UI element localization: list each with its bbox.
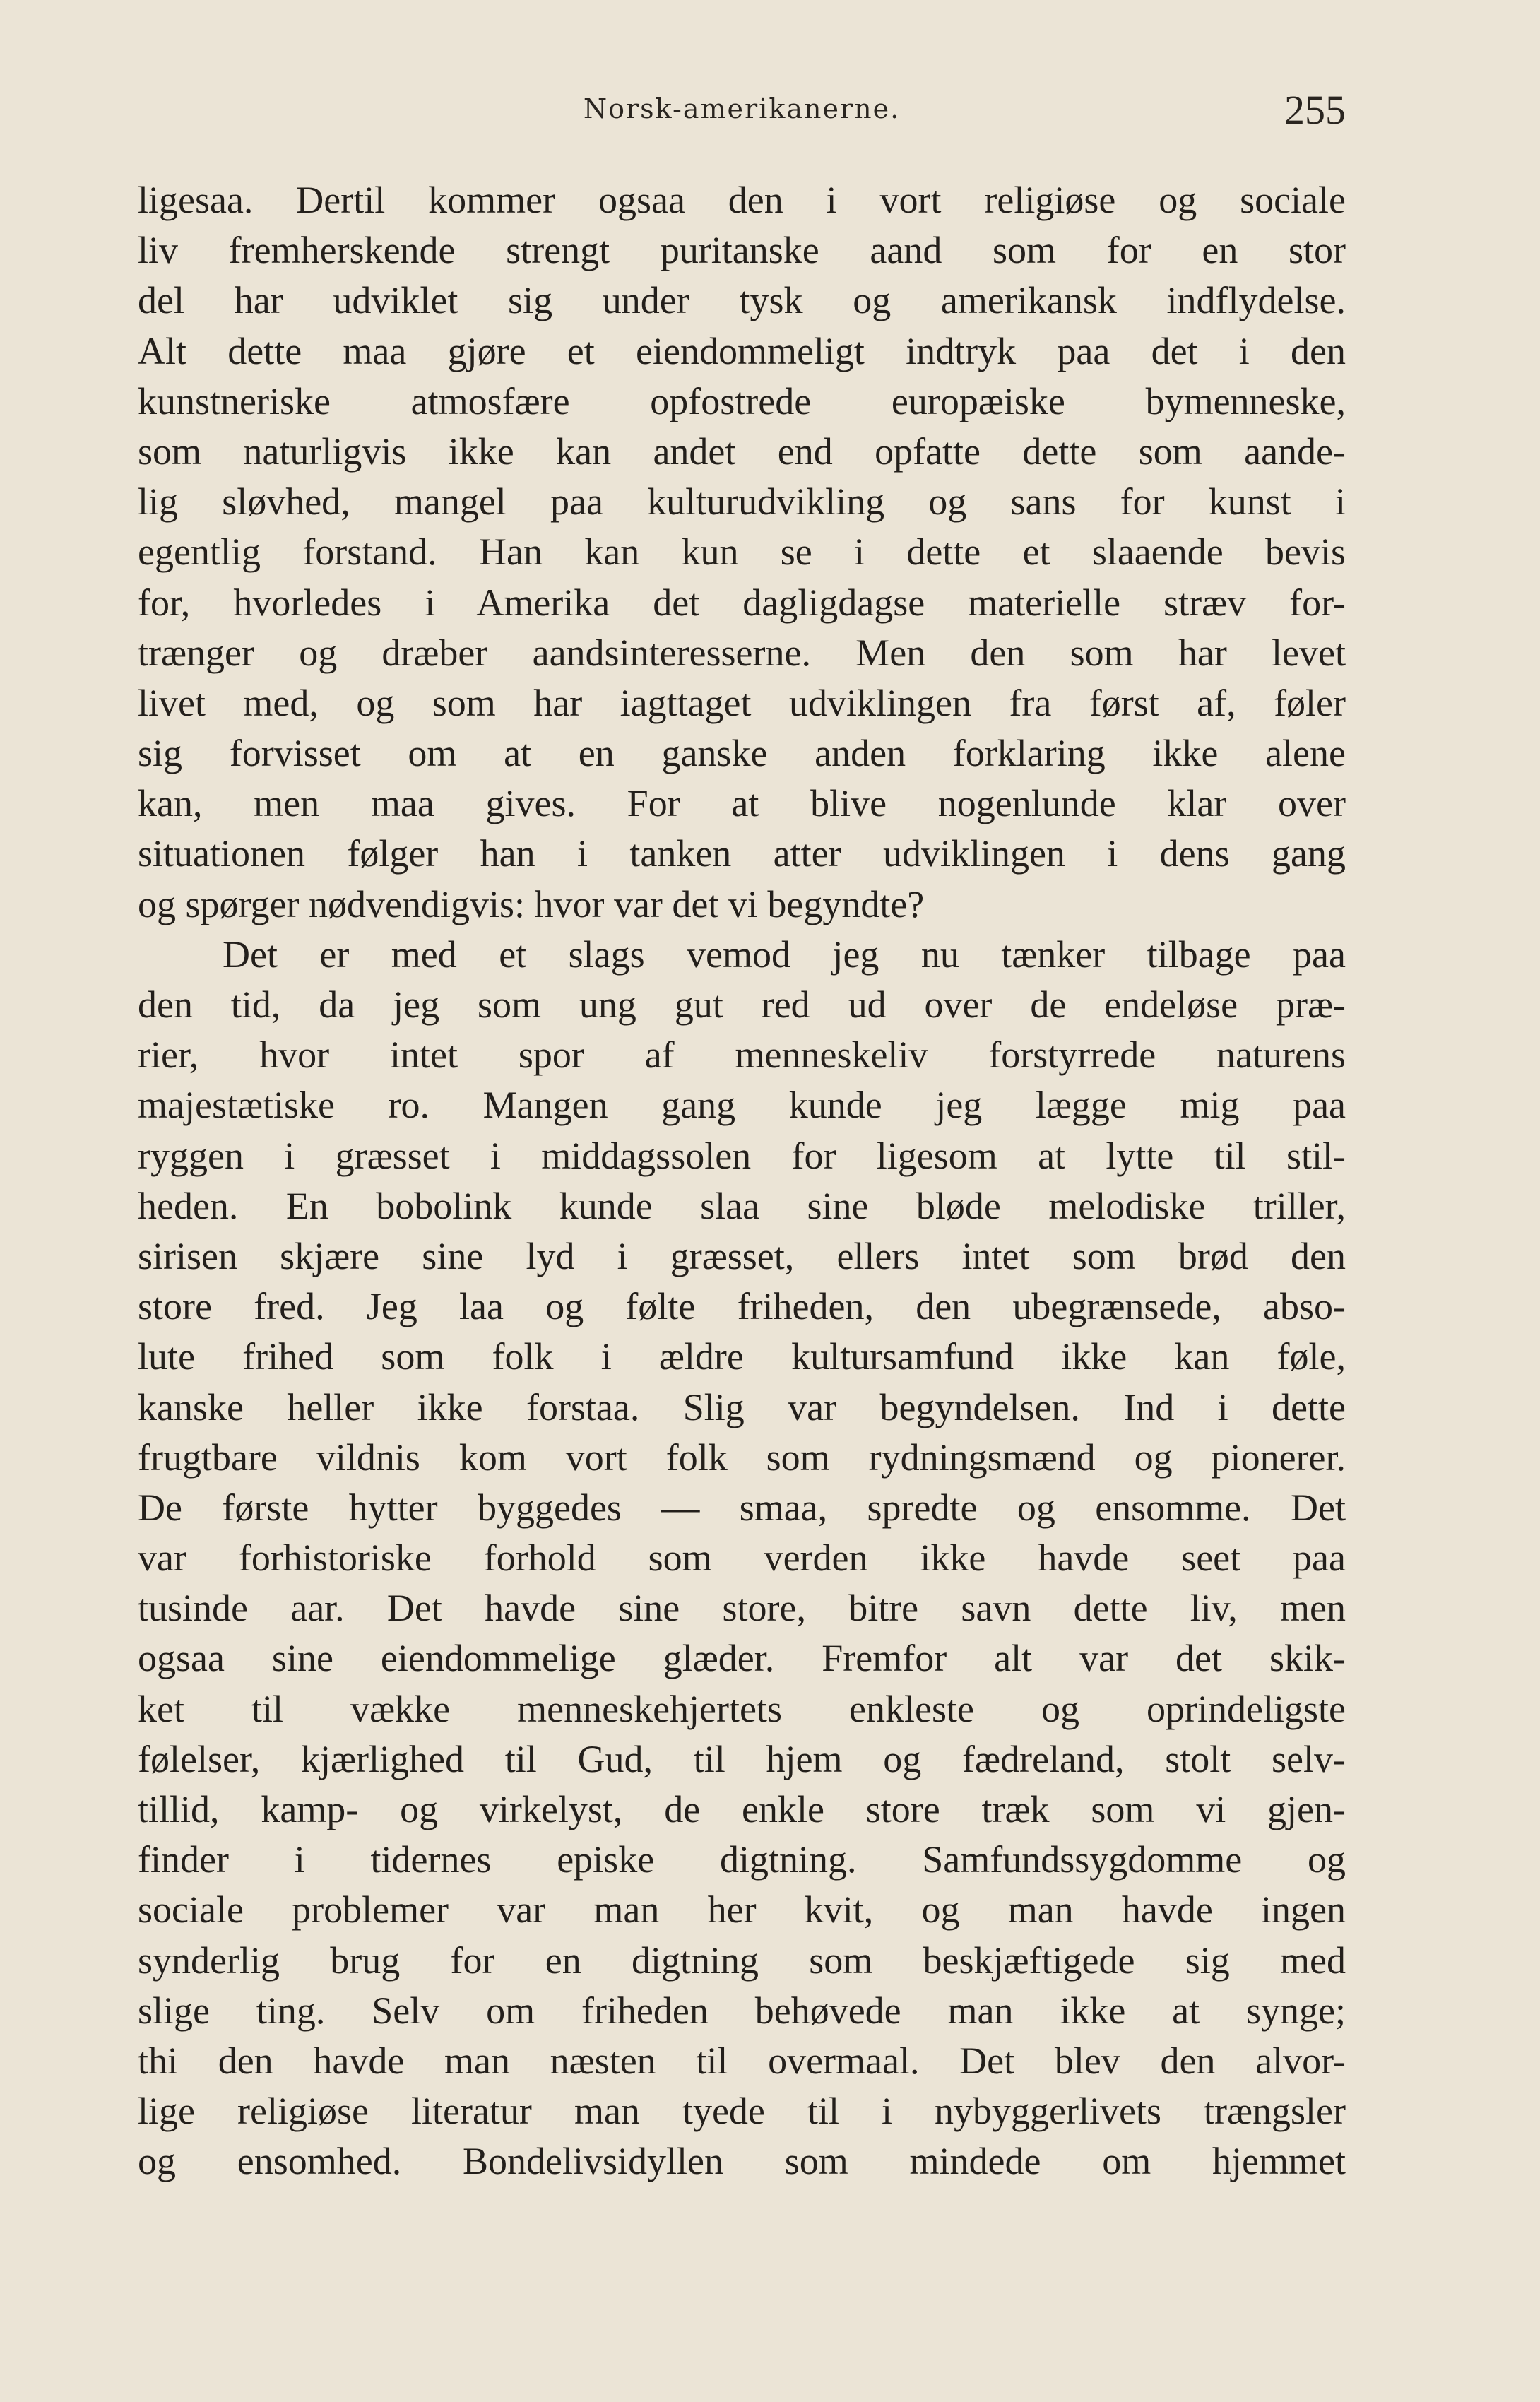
text-line: ligesaa. Dertil kommer ogsaa den i vort religiøse og sociale: [138, 179, 1346, 221]
text-line: trænger og dræber aandsinteresserne. Men den som har levet: [138, 631, 1346, 674]
text-line: kanske heller ikke forstaa. Slig var begyndelsen. Ind i dette: [138, 1385, 1346, 1428]
text-line: følelser, kjærlighed til Gud, til hjem og fædreland, stolt selv-: [138, 1737, 1346, 1780]
text-line: majestætiske ro. Mangen gang kunde jeg lægge mig paa: [138, 1084, 1346, 1127]
text-line: lute frihed som folk i ældre kultursamfund ikke kan føle,: [138, 1335, 1346, 1378]
running-title: Norsk-amerikanerne.: [583, 93, 901, 124]
text-line: var forhistoriske forhold som verden ikke havde seet paa: [138, 1537, 1346, 1580]
text-line: De første hytter byggedes — smaa, spredte og ensomme. Det: [138, 1486, 1346, 1529]
text-line: heden. En bobolink kunde slaa sine bløde melodiske triller,: [138, 1184, 1346, 1227]
text-line: kan, men maa gives. For at blive nogenlunde klar over: [138, 782, 1346, 825]
body-text: [138, 175, 1346, 2187]
text-line: ryggen i græsset i middagssolen for ligesom at lytte til stil-: [138, 1134, 1346, 1177]
text-line: sociale problemer var man her kvit, og man havde ingen: [138, 1888, 1346, 1931]
text-line: slige ting. Selv om friheden behøvede man ikke at synge;: [138, 1989, 1346, 2032]
text-line: ogsaa sine eiendommelige glæder. Fremfor alt var det skik-: [138, 1637, 1346, 1680]
text-line: Alt dette maa gjøre et eiendommeligt indtryk paa det i den: [138, 329, 1346, 372]
text-line: store fred. Jeg laa og følte friheden, den ubegrænsede, abso-: [138, 1285, 1346, 1328]
text-line: sirisen skjære sine lyd i græsset, ellers intet som brød den: [138, 1234, 1346, 1277]
text-line: tillid, kamp- og virkelyst, de enkle store træk som vi gjen-: [138, 1788, 1346, 1830]
running-header: [138, 86, 1346, 143]
text-line: egentlig forstand. Han kan kun se i dette et slaaende bevis: [138, 531, 1346, 574]
text-line: kunstneriske atmosfære opfostrede europæiske bymenneske,: [138, 379, 1346, 422]
page-number: 255: [1284, 87, 1346, 133]
text-line: som naturligvis ikke kan andet end opfatte dette som aande-: [138, 430, 1346, 473]
text-line: situationen følger han i tanken atter udviklingen i dens gang: [138, 832, 1346, 875]
text-line: finder i tidernes episke digtning. Samfundssygdomme og: [138, 1838, 1346, 1881]
text-line: ket til vække menneskehjertets enkleste og oprindeligste: [138, 1687, 1346, 1730]
text-line: frugtbare vildnis kom vort folk som rydningsmænd og pionerer.: [138, 1436, 1346, 1479]
text-line: for, hvorledes i Amerika det dagligdagse materielle stræv for-: [138, 581, 1346, 624]
text-line: liv fremherskende strengt puritanske aand som for en stor: [138, 229, 1346, 272]
text-line: og ensomhed. Bondelivsidyllen som mindede om hjemmet: [138, 2140, 1346, 2183]
text-line: synderlig brug for en digtning som beskjæftigede sig med: [138, 1939, 1346, 1982]
text-line: tusinde aar. Det havde sine store, bitre savn dette liv, men: [138, 1587, 1346, 1630]
text-line: lige religiøse literatur man tyede til i nybyggerlivets trængsler: [138, 2090, 1346, 2133]
text-line: rier, hvor intet spor af menneskeliv forstyrrede naturens: [138, 1034, 1346, 1077]
text-line: den tid, da jeg som ung gut red ud over de endeløse præ-: [138, 983, 1346, 1026]
text-line: lig sløvhed, mangel paa kulturudvikling og sans for kunst i: [138, 480, 1346, 523]
text-line: sig forvisset om at en ganske anden forklaring ikke alene: [138, 732, 1346, 775]
text-line: del har udviklet sig under tysk og amerikansk indflydelse.: [138, 279, 1346, 322]
text-line: livet med, og som har iagttaget udviklingen fra først af, føler: [138, 681, 1346, 724]
paragraph-end-line: og spørger nødvendigvis: hvor var det vi begyndte?: [138, 882, 925, 925]
text-line: thi den havde man næsten til overmaal. Det blev den alvor-: [138, 2039, 1346, 2082]
paragraph-start-line: Det er med et slags vemod jeg nu tænker tilbage paa: [223, 933, 1346, 976]
